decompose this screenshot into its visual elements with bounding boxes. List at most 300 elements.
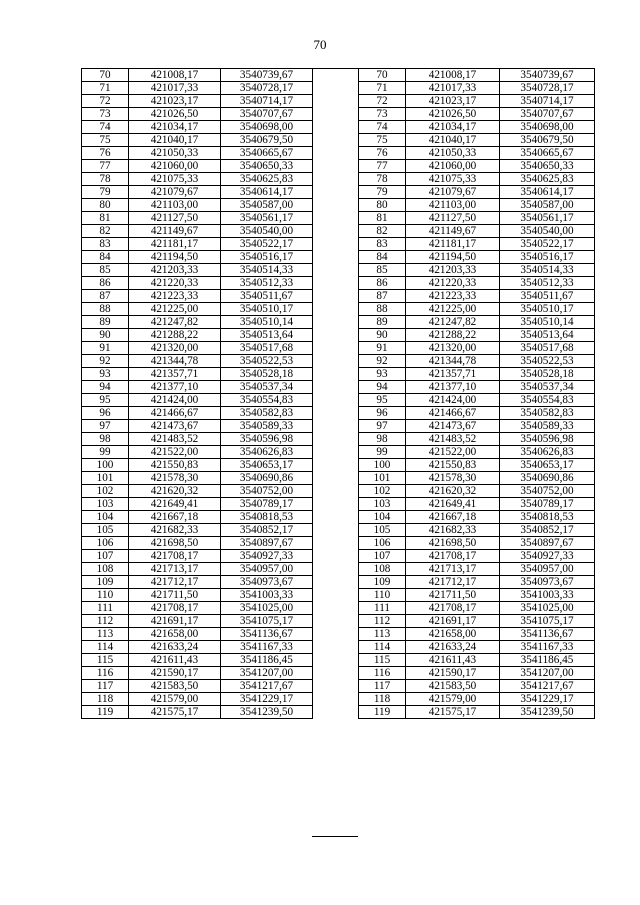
y-coordinate-cell: 3540739,67 bbox=[500, 69, 595, 82]
x-coordinate-cell: 421658,00 bbox=[406, 628, 500, 641]
table-row bbox=[359, 706, 595, 719]
x-coordinate-cell: 421590,17 bbox=[406, 667, 500, 680]
table-row bbox=[359, 186, 595, 199]
point-number-cell: 89 bbox=[82, 316, 129, 329]
x-coordinate-cell: 421712,17 bbox=[406, 576, 500, 589]
point-number-cell: 73 bbox=[359, 108, 406, 121]
y-coordinate-cell: 3540537,34 bbox=[500, 381, 595, 394]
y-coordinate-cell: 3540537,34 bbox=[221, 381, 313, 394]
point-number-cell: 94 bbox=[82, 381, 129, 394]
y-coordinate-cell: 3540513,64 bbox=[500, 329, 595, 342]
table-row bbox=[82, 147, 313, 160]
y-coordinate-cell: 3540522,53 bbox=[500, 355, 595, 368]
x-coordinate-cell: 421225,00 bbox=[129, 303, 221, 316]
table-row bbox=[82, 381, 313, 394]
point-number-cell: 99 bbox=[359, 446, 406, 459]
table-row bbox=[82, 680, 313, 693]
point-number-cell: 111 bbox=[359, 602, 406, 615]
table-row bbox=[359, 108, 595, 121]
y-coordinate-cell: 3540679,50 bbox=[221, 134, 313, 147]
table-row bbox=[359, 277, 595, 290]
x-coordinate-cell: 421023,17 bbox=[406, 95, 500, 108]
y-coordinate-cell: 3540728,17 bbox=[500, 82, 595, 95]
x-coordinate-cell: 421008,17 bbox=[406, 69, 500, 82]
point-number-cell: 71 bbox=[82, 82, 129, 95]
y-coordinate-cell: 3540679,50 bbox=[500, 134, 595, 147]
point-number-cell: 103 bbox=[82, 498, 129, 511]
table-row bbox=[82, 511, 313, 524]
y-coordinate-cell: 3541239,50 bbox=[500, 706, 595, 719]
y-coordinate-cell: 3540973,67 bbox=[500, 576, 595, 589]
x-coordinate-cell: 421633,24 bbox=[129, 641, 221, 654]
x-coordinate-cell: 421522,00 bbox=[406, 446, 500, 459]
table-row bbox=[359, 472, 595, 485]
table-row bbox=[359, 485, 595, 498]
table-row bbox=[82, 615, 313, 628]
y-coordinate-cell: 3541207,00 bbox=[500, 667, 595, 680]
table-row bbox=[82, 459, 313, 472]
table-row bbox=[82, 251, 313, 264]
x-coordinate-cell: 421466,67 bbox=[406, 407, 500, 420]
y-coordinate-cell: 3540653,17 bbox=[500, 459, 595, 472]
y-coordinate-cell: 3540897,67 bbox=[500, 537, 595, 550]
table-row bbox=[82, 290, 313, 303]
x-coordinate-cell: 421473,67 bbox=[129, 420, 221, 433]
table-row bbox=[82, 277, 313, 290]
y-coordinate-cell: 3540582,83 bbox=[221, 407, 313, 420]
y-coordinate-cell: 3540512,33 bbox=[221, 277, 313, 290]
x-coordinate-cell: 421550,83 bbox=[129, 459, 221, 472]
table-row bbox=[359, 446, 595, 459]
point-number-cell: 108 bbox=[82, 563, 129, 576]
table-row bbox=[82, 693, 313, 706]
table-row bbox=[359, 589, 595, 602]
x-coordinate-cell: 421667,18 bbox=[406, 511, 500, 524]
point-number-cell: 102 bbox=[82, 485, 129, 498]
y-coordinate-cell: 3540818,53 bbox=[500, 511, 595, 524]
x-coordinate-cell: 421344,78 bbox=[406, 355, 500, 368]
point-number-cell: 85 bbox=[359, 264, 406, 277]
y-coordinate-cell: 3540665,67 bbox=[500, 147, 595, 160]
point-number-cell: 78 bbox=[82, 173, 129, 186]
table-row bbox=[359, 173, 595, 186]
y-coordinate-cell: 3540561,17 bbox=[500, 212, 595, 225]
x-coordinate-cell: 421288,22 bbox=[129, 329, 221, 342]
x-coordinate-cell: 421578,30 bbox=[129, 472, 221, 485]
table-row bbox=[359, 329, 595, 342]
point-number-cell: 72 bbox=[82, 95, 129, 108]
table-row bbox=[82, 121, 313, 134]
point-number-cell: 115 bbox=[82, 654, 129, 667]
x-coordinate-cell: 421691,17 bbox=[406, 615, 500, 628]
x-coordinate-cell: 421583,50 bbox=[406, 680, 500, 693]
y-coordinate-cell: 3540516,17 bbox=[221, 251, 313, 264]
table-row bbox=[359, 160, 595, 173]
table-row bbox=[359, 355, 595, 368]
y-coordinate-cell: 3540973,67 bbox=[221, 576, 313, 589]
y-coordinate-cell: 3540522,17 bbox=[500, 238, 595, 251]
y-coordinate-cell: 3540589,33 bbox=[500, 420, 595, 433]
table-row bbox=[359, 407, 595, 420]
table-row bbox=[359, 95, 595, 108]
x-coordinate-cell: 421691,17 bbox=[129, 615, 221, 628]
y-coordinate-cell: 3540517,68 bbox=[500, 342, 595, 355]
y-coordinate-cell: 3541003,33 bbox=[221, 589, 313, 602]
point-number-cell: 81 bbox=[82, 212, 129, 225]
y-coordinate-cell: 3540516,17 bbox=[500, 251, 595, 264]
point-number-cell: 82 bbox=[82, 225, 129, 238]
y-coordinate-cell: 3540690,86 bbox=[221, 472, 313, 485]
table-row bbox=[82, 342, 313, 355]
y-coordinate-cell: 3540739,67 bbox=[221, 69, 313, 82]
x-coordinate-cell: 421220,33 bbox=[406, 277, 500, 290]
table-row bbox=[359, 667, 595, 680]
table-row bbox=[82, 433, 313, 446]
point-number-cell: 105 bbox=[359, 524, 406, 537]
y-coordinate-cell: 3540510,14 bbox=[221, 316, 313, 329]
point-number-cell: 74 bbox=[359, 121, 406, 134]
y-coordinate-cell: 3541075,17 bbox=[221, 615, 313, 628]
x-coordinate-cell: 421194,50 bbox=[406, 251, 500, 264]
table-row bbox=[359, 290, 595, 303]
point-number-cell: 94 bbox=[359, 381, 406, 394]
x-coordinate-cell: 421633,24 bbox=[406, 641, 500, 654]
x-coordinate-cell: 421008,17 bbox=[129, 69, 221, 82]
x-coordinate-cell: 421713,17 bbox=[406, 563, 500, 576]
point-number-cell: 113 bbox=[82, 628, 129, 641]
x-coordinate-cell: 421649,41 bbox=[129, 498, 221, 511]
x-coordinate-cell: 421579,00 bbox=[406, 693, 500, 706]
point-number-cell: 112 bbox=[82, 615, 129, 628]
x-coordinate-cell: 421181,17 bbox=[406, 238, 500, 251]
y-coordinate-cell: 3541025,00 bbox=[500, 602, 595, 615]
x-coordinate-cell: 421247,82 bbox=[129, 316, 221, 329]
x-coordinate-cell: 421017,33 bbox=[406, 82, 500, 95]
y-coordinate-cell: 3541217,67 bbox=[221, 680, 313, 693]
page-number: 70 bbox=[313, 37, 327, 52]
point-number-cell: 116 bbox=[82, 667, 129, 680]
point-number-cell: 106 bbox=[359, 537, 406, 550]
y-coordinate-cell: 3540514,33 bbox=[500, 264, 595, 277]
point-number-cell: 80 bbox=[359, 199, 406, 212]
point-number-cell: 109 bbox=[359, 576, 406, 589]
x-coordinate-cell: 421483,52 bbox=[129, 433, 221, 446]
point-number-cell: 114 bbox=[359, 641, 406, 654]
table-row bbox=[82, 264, 313, 277]
point-number-cell: 79 bbox=[82, 186, 129, 199]
x-coordinate-cell: 421658,00 bbox=[129, 628, 221, 641]
y-coordinate-cell: 3541167,33 bbox=[500, 641, 595, 654]
point-number-cell: 70 bbox=[82, 69, 129, 82]
x-coordinate-cell: 421026,50 bbox=[129, 108, 221, 121]
x-coordinate-cell: 421103,00 bbox=[406, 199, 500, 212]
y-coordinate-cell: 3540554,83 bbox=[500, 394, 595, 407]
x-coordinate-cell: 421034,17 bbox=[129, 121, 221, 134]
x-coordinate-cell: 421127,50 bbox=[129, 212, 221, 225]
y-coordinate-cell: 3540707,67 bbox=[500, 108, 595, 121]
table-row bbox=[359, 498, 595, 511]
table-row bbox=[359, 641, 595, 654]
point-number-cell: 90 bbox=[359, 329, 406, 342]
point-number-cell: 100 bbox=[82, 459, 129, 472]
x-coordinate-cell: 421203,33 bbox=[406, 264, 500, 277]
table-row bbox=[82, 524, 313, 537]
x-coordinate-cell: 421149,67 bbox=[406, 225, 500, 238]
table-row bbox=[359, 342, 595, 355]
y-coordinate-cell: 3540582,83 bbox=[500, 407, 595, 420]
table-row bbox=[359, 615, 595, 628]
table-row bbox=[82, 134, 313, 147]
x-coordinate-cell: 421079,67 bbox=[406, 186, 500, 199]
point-number-cell: 85 bbox=[82, 264, 129, 277]
y-coordinate-cell: 3540517,68 bbox=[221, 342, 313, 355]
y-coordinate-cell: 3540512,33 bbox=[500, 277, 595, 290]
point-number-cell: 82 bbox=[359, 225, 406, 238]
table-row bbox=[82, 641, 313, 654]
x-coordinate-cell: 421698,50 bbox=[129, 537, 221, 550]
y-coordinate-cell: 3540957,00 bbox=[500, 563, 595, 576]
point-number-cell: 81 bbox=[359, 212, 406, 225]
y-coordinate-cell: 3540554,83 bbox=[221, 394, 313, 407]
x-coordinate-cell: 421713,17 bbox=[129, 563, 221, 576]
y-coordinate-cell: 3541025,00 bbox=[221, 602, 313, 615]
y-coordinate-cell: 3540698,00 bbox=[221, 121, 313, 134]
y-coordinate-cell: 3540957,00 bbox=[221, 563, 313, 576]
point-number-cell: 96 bbox=[82, 407, 129, 420]
y-coordinate-cell: 3540707,67 bbox=[221, 108, 313, 121]
y-coordinate-cell: 3540927,33 bbox=[221, 550, 313, 563]
x-coordinate-cell: 421575,17 bbox=[406, 706, 500, 719]
y-coordinate-cell: 3540714,17 bbox=[221, 95, 313, 108]
y-coordinate-cell: 3540587,00 bbox=[500, 199, 595, 212]
point-number-cell: 73 bbox=[82, 108, 129, 121]
table-row bbox=[359, 264, 595, 277]
table-row bbox=[359, 459, 595, 472]
y-coordinate-cell: 3541217,67 bbox=[500, 680, 595, 693]
point-number-cell: 78 bbox=[359, 173, 406, 186]
point-number-cell: 86 bbox=[82, 277, 129, 290]
table-row bbox=[82, 537, 313, 550]
point-number-cell: 118 bbox=[359, 693, 406, 706]
point-number-cell: 102 bbox=[359, 485, 406, 498]
point-number-cell: 91 bbox=[359, 342, 406, 355]
point-number-cell: 103 bbox=[359, 498, 406, 511]
y-coordinate-cell: 3541229,17 bbox=[500, 693, 595, 706]
y-coordinate-cell: 3540698,00 bbox=[500, 121, 595, 134]
point-number-cell: 108 bbox=[359, 563, 406, 576]
x-coordinate-cell: 421225,00 bbox=[406, 303, 500, 316]
x-coordinate-cell: 421620,32 bbox=[406, 485, 500, 498]
x-coordinate-cell: 421708,17 bbox=[129, 602, 221, 615]
table-row bbox=[82, 550, 313, 563]
x-coordinate-cell: 421288,22 bbox=[406, 329, 500, 342]
x-coordinate-cell: 421682,33 bbox=[129, 524, 221, 537]
y-coordinate-cell: 3540625,83 bbox=[221, 173, 313, 186]
table-row bbox=[359, 420, 595, 433]
x-coordinate-cell: 421667,18 bbox=[129, 511, 221, 524]
x-coordinate-cell: 421649,41 bbox=[406, 498, 500, 511]
table-row bbox=[359, 368, 595, 381]
point-number-cell: 87 bbox=[359, 290, 406, 303]
table-row bbox=[359, 121, 595, 134]
table-row bbox=[82, 329, 313, 342]
y-coordinate-cell: 3540587,00 bbox=[221, 199, 313, 212]
y-coordinate-cell: 3540510,17 bbox=[221, 303, 313, 316]
point-number-cell: 84 bbox=[359, 251, 406, 264]
y-coordinate-cell: 3540714,17 bbox=[500, 95, 595, 108]
y-coordinate-cell: 3540614,17 bbox=[500, 186, 595, 199]
x-coordinate-cell: 421522,00 bbox=[129, 446, 221, 459]
y-coordinate-cell: 3540522,53 bbox=[221, 355, 313, 368]
point-number-cell: 89 bbox=[359, 316, 406, 329]
x-coordinate-cell: 421708,17 bbox=[406, 602, 500, 615]
point-number-cell: 80 bbox=[82, 199, 129, 212]
x-coordinate-cell: 421017,33 bbox=[129, 82, 221, 95]
y-coordinate-cell: 3541003,33 bbox=[500, 589, 595, 602]
x-coordinate-cell: 421578,30 bbox=[406, 472, 500, 485]
y-coordinate-cell: 3540589,33 bbox=[221, 420, 313, 433]
y-coordinate-cell: 3540752,00 bbox=[221, 485, 313, 498]
y-coordinate-cell: 3541186,45 bbox=[500, 654, 595, 667]
point-number-cell: 92 bbox=[82, 355, 129, 368]
y-coordinate-cell: 3540650,33 bbox=[500, 160, 595, 173]
point-number-cell: 104 bbox=[82, 511, 129, 524]
point-number-cell: 95 bbox=[82, 394, 129, 407]
point-number-cell: 104 bbox=[359, 511, 406, 524]
table-row bbox=[82, 446, 313, 459]
x-coordinate-cell: 421023,17 bbox=[129, 95, 221, 108]
point-number-cell: 74 bbox=[82, 121, 129, 134]
point-number-cell: 90 bbox=[82, 329, 129, 342]
table-row bbox=[82, 238, 313, 251]
y-coordinate-cell: 3540789,17 bbox=[221, 498, 313, 511]
point-number-cell: 98 bbox=[359, 433, 406, 446]
y-coordinate-cell: 3540625,83 bbox=[500, 173, 595, 186]
y-coordinate-cell: 3540897,67 bbox=[221, 537, 313, 550]
point-number-cell: 109 bbox=[82, 576, 129, 589]
point-number-cell: 118 bbox=[82, 693, 129, 706]
x-coordinate-cell: 421377,10 bbox=[129, 381, 221, 394]
table-row bbox=[82, 303, 313, 316]
table-row bbox=[82, 82, 313, 95]
x-coordinate-cell: 421050,33 bbox=[129, 147, 221, 160]
x-coordinate-cell: 421223,33 bbox=[406, 290, 500, 303]
y-coordinate-cell: 3540653,17 bbox=[221, 459, 313, 472]
point-number-cell: 114 bbox=[82, 641, 129, 654]
point-number-cell: 71 bbox=[359, 82, 406, 95]
y-coordinate-cell: 3540510,14 bbox=[500, 316, 595, 329]
table-row bbox=[82, 472, 313, 485]
x-coordinate-cell: 421590,17 bbox=[129, 667, 221, 680]
y-coordinate-cell: 3540522,17 bbox=[221, 238, 313, 251]
point-number-cell: 83 bbox=[82, 238, 129, 251]
table-row bbox=[82, 355, 313, 368]
y-coordinate-cell: 3540752,00 bbox=[500, 485, 595, 498]
point-number-cell: 97 bbox=[82, 420, 129, 433]
point-number-cell: 70 bbox=[359, 69, 406, 82]
x-coordinate-cell: 421344,78 bbox=[129, 355, 221, 368]
x-coordinate-cell: 421075,33 bbox=[406, 173, 500, 186]
y-coordinate-cell: 3541075,17 bbox=[500, 615, 595, 628]
x-coordinate-cell: 421050,33 bbox=[406, 147, 500, 160]
table-row bbox=[82, 563, 313, 576]
table-row bbox=[82, 394, 313, 407]
x-coordinate-cell: 421579,00 bbox=[129, 693, 221, 706]
table-row bbox=[82, 225, 313, 238]
y-coordinate-cell: 3541239,50 bbox=[221, 706, 313, 719]
x-coordinate-cell: 421424,00 bbox=[129, 394, 221, 407]
point-number-cell: 101 bbox=[359, 472, 406, 485]
table-row bbox=[359, 134, 595, 147]
table-row bbox=[82, 316, 313, 329]
point-number-cell: 106 bbox=[82, 537, 129, 550]
table-row bbox=[359, 147, 595, 160]
point-number-cell: 75 bbox=[359, 134, 406, 147]
point-number-cell: 105 bbox=[82, 524, 129, 537]
table-row bbox=[359, 524, 595, 537]
x-coordinate-cell: 421079,67 bbox=[129, 186, 221, 199]
x-coordinate-cell: 421698,50 bbox=[406, 537, 500, 550]
point-number-cell: 110 bbox=[359, 589, 406, 602]
point-number-cell: 75 bbox=[82, 134, 129, 147]
y-coordinate-cell: 3540540,00 bbox=[500, 225, 595, 238]
table-row bbox=[82, 95, 313, 108]
x-coordinate-cell: 421320,00 bbox=[406, 342, 500, 355]
x-coordinate-cell: 421620,32 bbox=[129, 485, 221, 498]
point-number-cell: 87 bbox=[82, 290, 129, 303]
point-number-cell: 116 bbox=[359, 667, 406, 680]
x-coordinate-cell: 421127,50 bbox=[406, 212, 500, 225]
table-row bbox=[359, 576, 595, 589]
point-number-cell: 95 bbox=[359, 394, 406, 407]
table-row bbox=[82, 186, 313, 199]
point-number-cell: 88 bbox=[359, 303, 406, 316]
point-number-cell: 119 bbox=[359, 706, 406, 719]
x-coordinate-cell: 421550,83 bbox=[406, 459, 500, 472]
x-coordinate-cell: 421247,82 bbox=[406, 316, 500, 329]
table-row bbox=[359, 238, 595, 251]
y-coordinate-cell: 3540528,18 bbox=[221, 368, 313, 381]
y-coordinate-cell: 3540665,67 bbox=[221, 147, 313, 160]
x-coordinate-cell: 421711,50 bbox=[406, 589, 500, 602]
x-coordinate-cell: 421060,00 bbox=[129, 160, 221, 173]
y-coordinate-cell: 3541207,00 bbox=[221, 667, 313, 680]
table-row bbox=[359, 69, 595, 82]
y-coordinate-cell: 3540728,17 bbox=[221, 82, 313, 95]
point-number-cell: 107 bbox=[82, 550, 129, 563]
table-row bbox=[359, 225, 595, 238]
point-number-cell: 92 bbox=[359, 355, 406, 368]
x-coordinate-cell: 421377,10 bbox=[406, 381, 500, 394]
table-gap bbox=[312, 68, 358, 837]
point-number-cell: 113 bbox=[359, 628, 406, 641]
y-coordinate-cell: 3540513,64 bbox=[221, 329, 313, 342]
table-row bbox=[359, 563, 595, 576]
point-number-cell: 98 bbox=[82, 433, 129, 446]
y-coordinate-cell: 3540690,86 bbox=[500, 472, 595, 485]
point-number-cell: 83 bbox=[359, 238, 406, 251]
y-coordinate-cell: 3540528,18 bbox=[500, 368, 595, 381]
y-coordinate-cell: 3541186,45 bbox=[221, 654, 313, 667]
table-row bbox=[359, 212, 595, 225]
x-coordinate-cell: 421708,17 bbox=[129, 550, 221, 563]
point-number-cell: 112 bbox=[359, 615, 406, 628]
table-row bbox=[82, 667, 313, 680]
y-coordinate-cell: 3540511,67 bbox=[500, 290, 595, 303]
table-row bbox=[359, 537, 595, 550]
point-number-cell: 88 bbox=[82, 303, 129, 316]
x-coordinate-cell: 421473,67 bbox=[406, 420, 500, 433]
